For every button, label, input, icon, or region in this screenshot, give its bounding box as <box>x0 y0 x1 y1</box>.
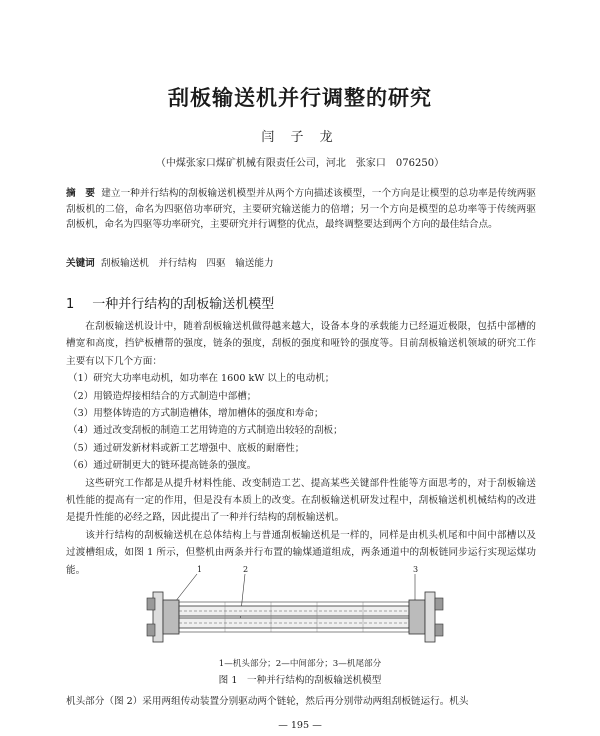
paper-title: 刮板输送机并行调整的研究 <box>168 86 432 110</box>
leader-line <box>175 574 197 602</box>
keywords-label: 关键词 <box>66 258 95 269</box>
conveyor-figure <box>145 562 450 654</box>
abstract <box>66 186 536 233</box>
list-item: （3）用整体铸造的方式制造槽体，增加槽体的强度和寿命； <box>68 408 324 420</box>
tail-drive <box>409 592 443 642</box>
affiliation: （中煤张家口煤矿机械有限责任公司，河北 张家口 076250） <box>155 158 445 169</box>
section-heading <box>66 293 274 312</box>
list-item: （6）通过研制更大的链环提高链条的强度。 <box>68 460 257 472</box>
continuation-text: 机头部分（图 2）采用两组传动装置分别驱动两个链轮，然后再分别带动两组刮板链运行。机头 <box>66 696 469 707</box>
list-item: （1）研究大功率电动机，如功率在 1600 kW 以上的电动机； <box>68 373 335 385</box>
head-drive <box>147 592 179 642</box>
section-title: 一种并行结构的刮板输送机模型 <box>92 297 275 312</box>
paragraph: 这些研究工作都是从提升材料性能、改变制造工艺、提高某些关键部件性能等方面思考的，对于刮板输送机性能的提高有一定的作用，但是没有本质上的改变。在刮板输送机研发过程中，刮板输送机机械结构的改进是提升性能的必经之路，因此提出了一种并行结构的刮板输送机。 <box>66 477 536 524</box>
keywords <box>66 256 536 271</box>
paragraph: 在刮板输送机设计中，随着刮板输送机做得越来越大，设备本身的承载能力已经逼近极限，包括中部槽的槽宽和高度，挡铲板槽帮的强度，链条的强度，刮板的强度和哑铃的强度等。目前刮板输送机领域的研究工作主要有以下几个方面： <box>66 321 536 367</box>
author-name: 闫 子 龙 <box>261 130 339 145</box>
figure-label-3: 3 <box>413 565 419 574</box>
paragraph: 该并行结构的刮板输送机在总体结构上与普通刮板输送机是一样的，同样是由机头机尾和中间中部槽以及过渡槽组成，如图 1 所示，但整机由两条并行布置的输煤通道组成，两条通道中的刮板链同步运行实现运煤功能。 <box>66 529 536 576</box>
list-item: （4）通过改变刮板的制造工艺用铸造的方式制造出较轻的刮板； <box>68 425 343 437</box>
figure-legend: 1—机头部分；2—中间部分；3—机尾部分 <box>218 659 382 669</box>
section-number: 1 <box>66 297 75 312</box>
figure-label-2: 2 <box>243 565 249 574</box>
keywords-text: 刮板输送机 并行结构 四驱 输送能力 <box>100 258 274 269</box>
list-item: （5）通过研发新材料或新工艺增强中、底板的耐磨性； <box>68 442 305 454</box>
middle-section <box>179 602 409 632</box>
page-number: — 195 — <box>278 720 322 731</box>
abstract-label: 摘 要 <box>66 188 95 199</box>
abstract-text: 建立一种并行结构的刮板输送机模型并从两个方向描述该模型，一个方向是让模型的总功率是传统两驱刮板机的二倍，命名为四驱倍功率研究，主要研究输送能力的倍增；另一个方向是模型的总功率等于传统两驱刮板机，命名为四驱等功率研究，主要研究并行调整的优点，最终调整要达到两个方向的最佳结合点。 <box>66 188 537 231</box>
list-item: （2）用锻造焊接相结合的方式制造中部槽； <box>68 390 257 402</box>
body-text <box>66 318 536 579</box>
figure-label-1: 1 <box>197 565 203 574</box>
figure-caption: 图 1 一种并行结构的刮板输送机模型 <box>218 675 382 686</box>
